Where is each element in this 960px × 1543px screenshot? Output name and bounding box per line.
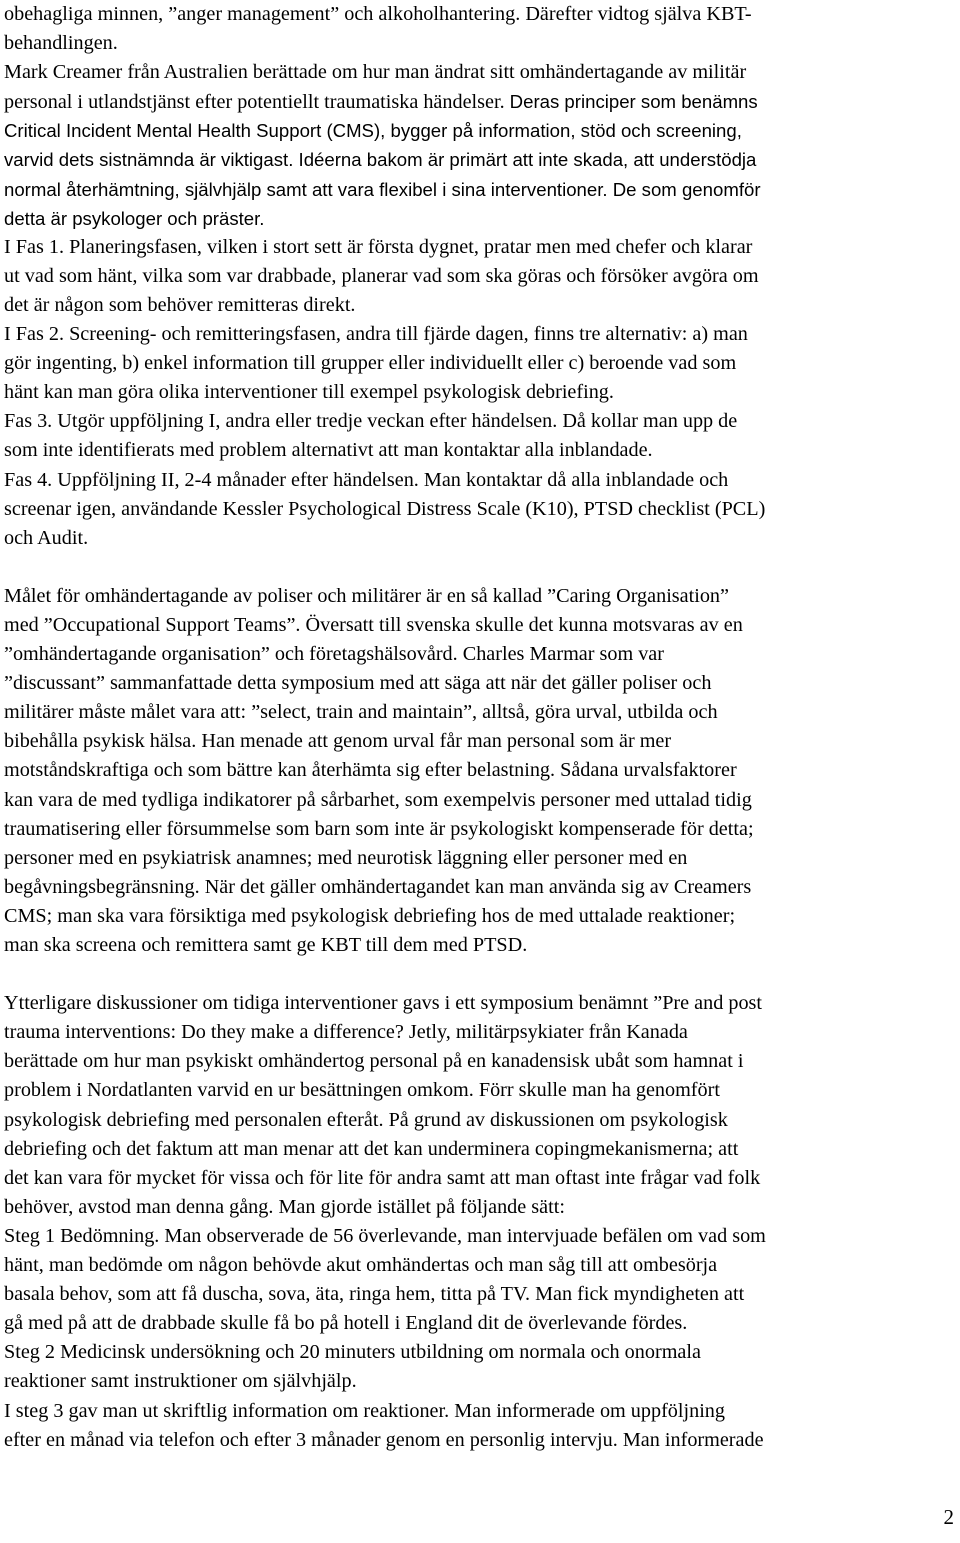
- text-span: Screening- och remitteringsfasen, andra till fjärde dagen, finns tre alternativ: a) man: [69, 323, 748, 346]
- page-number: 2: [943, 1505, 954, 1529]
- text-span: Målet för omhändertagande av poliser och militärer är en så kallad ”Caring Organisation”: [4, 584, 729, 607]
- text-span: Ytterligare diskussioner om tidiga interventioner gavs i ett symposium benämnt ”Pre and post: [4, 992, 763, 1015]
- text-span: det kan vara för mycket för vissa och för lite för andra samt att man oftast inte frågar vad folk: [4, 1166, 761, 1189]
- text-line: [4, 1018, 956, 1047]
- text-span: Förr skulle man ha genomfört: [478, 1079, 720, 1102]
- text-line: [4, 640, 956, 669]
- text-line: [4, 378, 956, 407]
- text-span: problem i Nordatlanten varvid en ur besättningen omkom.: [4, 1079, 479, 1102]
- blank-line: [4, 553, 956, 582]
- text-span: Planeringsfasen, vilken i stort sett är första dygnet, pratar men med chefer och klarar: [69, 235, 753, 258]
- text-line: [4, 756, 956, 785]
- text-span: Fas 4.: [4, 468, 58, 491]
- text-span: obehagliga minnen, ”anger management” och alkoholhantering. Därefter vidtog själva KBT-: [4, 3, 752, 25]
- text-line: [4, 87, 956, 116]
- document-page: [4, 0, 956, 1455]
- text-span: berättade om hur man psykiskt omhändertog personal på en kanadensisk ubåt som hamnat i: [4, 1050, 744, 1073]
- text-line: [4, 931, 956, 960]
- text-span: ut vad som hänt, vilka som var drabbade, planerar vad som ska göras och försöker avgöra om: [4, 264, 759, 287]
- text-line: [4, 495, 956, 524]
- text-line: [4, 0, 956, 29]
- text-span: militärer måste målet vara att: ”select, train and maintain”, alltså, göra urval, utbilda och: [4, 701, 718, 724]
- text-span: Uppföljning II, 2-4 månader efter händelsen.: [57, 468, 424, 491]
- text-span: Man kontaktar då alla inblandade och: [423, 468, 729, 491]
- text-line: [4, 727, 956, 756]
- text-span: personal i utlandstjänst efter potentiellt traumatiska händelser.: [4, 91, 510, 114]
- text-line: [4, 1076, 956, 1105]
- text-line: [4, 1251, 956, 1280]
- text-span: hänt kan man göra olika interventioner till exempel psykologisk debriefing.: [4, 381, 614, 404]
- text-span: Man gjorde istället på följande sätt:: [278, 1195, 565, 1218]
- text-line: [4, 669, 956, 698]
- text-span: personer med en psykiatrisk anamnes; med neurotisk läggning eller personer med en: [4, 846, 688, 869]
- text-line: [4, 698, 956, 727]
- text-line: [4, 349, 956, 378]
- text-span: begåvningsbegränsning.: [4, 875, 205, 898]
- text-span: normal återhämtning, självhjälp samt att vara flexibel i sina interventioner.: [4, 178, 613, 200]
- text-line: [4, 873, 956, 902]
- text-span: Critical Incident Mental Health Support (CMS), bygger på information, stöd och screening,: [4, 120, 742, 142]
- text-span: varvid dets sistnämnda är viktigast.: [4, 149, 299, 171]
- text-span: man ska screena och remittera samt ge KBT till dem med PTSD.: [4, 934, 528, 956]
- text-span: Översatt till svenska skulle det kunna motsvaras av en: [305, 613, 743, 636]
- text-line: [4, 844, 956, 873]
- blank-line: [4, 960, 956, 989]
- text-line: [4, 1193, 956, 1222]
- text-span: bibehålla psykisk hälsa.: [4, 730, 202, 753]
- text-span: hänt, man bedömde om någon behövde akut omhändertas och man såg till att ombesörja: [4, 1254, 718, 1277]
- text-line: [4, 1222, 956, 1251]
- text-line: [4, 902, 956, 931]
- text-span: Sådana urvalsfaktorer: [560, 759, 737, 782]
- text-span: ”discussant” sammanfattade detta symposium med att säga att när det gäller poliser och: [4, 672, 712, 695]
- text-line: [4, 233, 956, 262]
- text-span: debriefing och det faktum att man menar att det kan underminera copingmekanismerna; att: [4, 1137, 739, 1160]
- text-span: När det gäller omhändertagandet kan man använda sig av Creamers: [204, 875, 752, 898]
- text-span: motståndskraftiga och som bättre kan återhämta sig efter belastning.: [4, 759, 561, 782]
- text-span: De som genomför: [612, 178, 761, 200]
- text-line: [4, 1426, 956, 1455]
- text-line: [4, 582, 956, 611]
- text-line: [4, 58, 956, 87]
- text-span: I Fas 2.: [4, 323, 70, 346]
- text-line: [4, 524, 956, 553]
- text-span: Steg 1 Bedömning.: [4, 1224, 165, 1247]
- text-span: I steg 3 gav man ut skriftlig information om reaktioner.: [4, 1399, 455, 1422]
- text-span: basala behov, som att få duscha, sova, äta, ringa hem, titta på TV.: [4, 1283, 536, 1306]
- text-span: och Audit.: [4, 526, 89, 549]
- text-span: Då kollar man upp de: [562, 410, 738, 433]
- text-span: trauma interventions: Do they make a difference?: [4, 1021, 409, 1044]
- text-span: CMS; man ska vara försiktiga med psykologisk debriefing hos de med uttalade reaktioner;: [4, 904, 736, 927]
- text-span: behandlingen.: [4, 32, 118, 55]
- text-span: Han menade att genom urval får man personal som är mer: [201, 730, 672, 753]
- text-span: gå med på att de drabbade skulle få bo på hotell i England dit de överlevande fördes.: [4, 1312, 688, 1335]
- text-span: I Fas 1.: [4, 235, 70, 258]
- text-line: [4, 116, 956, 145]
- text-span: Steg 2 Medicinsk undersökning och 20 minuters utbildning om normala och onormala: [4, 1341, 701, 1364]
- text-line: [4, 204, 956, 233]
- text-line: [4, 1280, 956, 1309]
- text-line: [4, 291, 956, 320]
- text-line: [4, 1164, 956, 1193]
- text-line: [4, 989, 956, 1018]
- text-span: Charles Marmar som var: [462, 643, 664, 666]
- text-line: [4, 436, 956, 465]
- text-span: Man informerade: [622, 1428, 764, 1451]
- text-line: [4, 815, 956, 844]
- text-line: [4, 175, 956, 204]
- text-line: [4, 1397, 956, 1426]
- text-span: kan vara de med tydliga indikatorer på sårbarhet, som exempelvis personer med uttalad tidig: [4, 788, 752, 811]
- text-line: [4, 29, 956, 58]
- text-line: [4, 1367, 956, 1396]
- text-span: med ”Occupational Support Teams”.: [4, 613, 306, 636]
- text-span: På grund av diskussionen om psykologisk: [388, 1108, 728, 1131]
- text-span: psykologisk debriefing med personalen efteråt.: [4, 1108, 389, 1131]
- text-span: ”omhändertagande organisation” och företagshälsovård.: [4, 643, 463, 666]
- text-line: [4, 786, 956, 815]
- text-span: gör ingenting, b) enkel information till grupper eller individuellt eller c) beroende vad som: [4, 352, 737, 375]
- text-line: [4, 1047, 956, 1076]
- text-line: [4, 1309, 956, 1338]
- text-line: [4, 145, 956, 174]
- text-span: Utgör uppföljning I, andra eller tredje veckan efter händelsen.: [57, 410, 563, 433]
- text-span: detta är psykologer och präster.: [4, 207, 265, 229]
- text-line: [4, 1338, 956, 1367]
- text-span: Mark Creamer från Australien berättade om hur man ändrat sitt omhändertagande av militär: [4, 61, 747, 84]
- text-span: som inte identifierats med problem alternativt att man kontaktar alla inblandade.: [4, 439, 653, 462]
- text-span: Deras principer som benämns: [509, 91, 758, 113]
- text-span: behöver, avstod man denna gång.: [4, 1195, 279, 1218]
- text-span: Jetly, militärpsykiater från Kanada: [408, 1021, 688, 1044]
- text-line: [4, 407, 956, 436]
- text-span: traumatisering eller försummelse som barn som inte är psykologiskt kompenserade för detta;: [4, 817, 754, 840]
- text-span: Man fick myndigheten att: [535, 1283, 745, 1306]
- text-span: det är någon som behöver remitteras direkt.: [4, 293, 356, 316]
- text-span: reaktioner samt instruktioner om självhjälp.: [4, 1370, 357, 1393]
- text-span: Idéerna bakom är primärt att inte skada, att understödja: [298, 149, 757, 171]
- text-span: Man observerade de 56 överlevande, man intervjuade befälen om vad som: [164, 1224, 766, 1247]
- text-line: [4, 1135, 956, 1164]
- text-span: screenar igen, användande Kessler Psychological Distress Scale (K10), PTSD checklist (PCL): [4, 497, 766, 520]
- text-span: Fas 3.: [4, 410, 58, 433]
- text-line: [4, 320, 956, 349]
- text-line: [4, 611, 956, 640]
- text-line: [4, 466, 956, 495]
- text-span: efter en månad via telefon och efter 3 månader genom en personlig intervju.: [4, 1428, 623, 1451]
- text-line: [4, 1106, 956, 1135]
- text-line: [4, 262, 956, 291]
- text-span: Man informerade om uppföljning: [454, 1399, 725, 1422]
